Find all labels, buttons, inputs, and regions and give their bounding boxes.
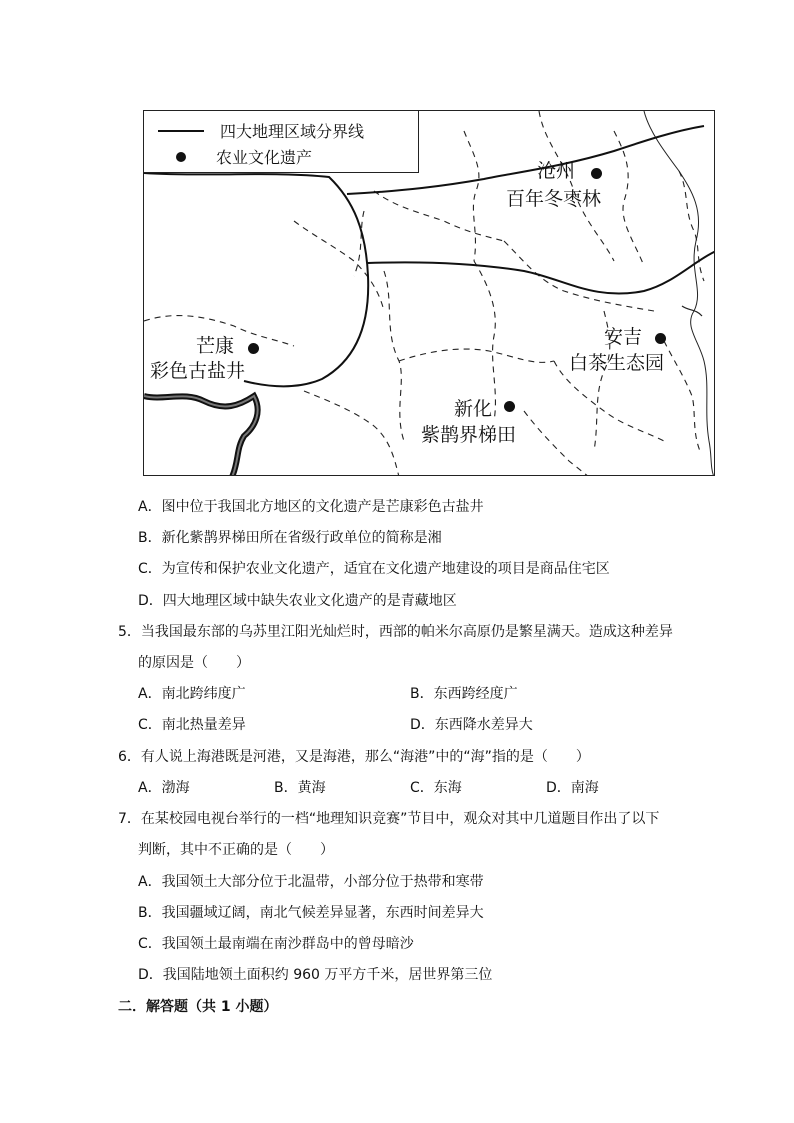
q5-stem-line1: 5．当我国最东部的乌苏里江阳光灿烂时，西部的帕米尔高原仍是繁星满天。造成这种差异 xyxy=(118,624,673,640)
site-cangzhou-name: 沧州 xyxy=(537,160,576,182)
q7-stem-line2: 判断，其中不正确的是（ ） xyxy=(138,842,334,858)
q7-option-b: B．我国疆域辽阔，南北气候差异显著，东西时间差异大 xyxy=(138,905,484,921)
southwest-border xyxy=(144,396,258,476)
site-xinhua-name: 新化 xyxy=(454,398,493,420)
legend-heritage-label: 农业文化遗产 xyxy=(216,148,313,167)
q7-option-d: D．我国陆地领土面积约 960 万平方千米，居世界第三位 xyxy=(138,967,493,983)
boundary-line-symbol xyxy=(158,130,204,132)
q5-option-d: D．东西降水差异大 xyxy=(410,717,533,733)
site-mangkang-dot xyxy=(248,343,259,354)
q6-stem: 6．有人说上海港既是河港，又是海港，那么“海港”中的“海”指的是（ ） xyxy=(118,749,590,765)
q7-stem-line1: 7．在某校园电视台举行的一档“地理知识竞赛”节目中，观众对其中几道题目作出了以下 xyxy=(118,811,660,827)
q7-option-c: C．我国领土最南端在南沙群岛中的曾母暗沙 xyxy=(138,936,414,952)
site-anji-desc: 白茶生态园 xyxy=(569,352,665,374)
q5-option-a: A．南北跨纬度广 xyxy=(138,686,246,702)
site-xinhua-desc: 紫鹊界梯田 xyxy=(421,424,517,446)
site-mangkang-desc: 彩色古盐井 xyxy=(150,360,246,382)
q6-option-a: A．渤海 xyxy=(138,780,190,796)
q5-stem-line2: 的原因是（ ） xyxy=(138,655,250,671)
site-cangzhou-dot xyxy=(591,168,602,179)
site-anji-dot xyxy=(655,333,666,344)
section-2-heading: 二．解答题（共 1 小题） xyxy=(118,999,278,1015)
legend-heritage xyxy=(158,145,312,168)
q4-option-b: B．新化紫鹊界梯田所在省级行政单位的简称是湘 xyxy=(138,530,442,546)
q5-option-b: B．东西跨经度广 xyxy=(410,686,518,702)
site-anji-name: 安吉 xyxy=(604,326,643,348)
q6-option-c: C．东海 xyxy=(410,780,462,796)
heritage-dot-symbol xyxy=(176,152,186,162)
heritage-map xyxy=(143,110,715,476)
q7-option-a: A．我国领土大部分位于北温带，小部分位于热带和寒带 xyxy=(138,874,484,890)
coastline xyxy=(644,111,714,476)
site-xinhua-dot xyxy=(504,401,515,412)
map-legend xyxy=(144,111,419,173)
q4-option-c: C．为宣传和保护农业文化遗产，适宜在文化遗产地建设的项目是商品住宅区 xyxy=(138,561,610,577)
q6-option-d: D．南海 xyxy=(546,780,599,796)
q4-option-a: A．图中位于我国北方地区的文化遗产是芒康彩色古盐井 xyxy=(138,499,484,515)
legend-boundary xyxy=(158,119,364,142)
q4-option-d: D．四大地理区域中缺失农业文化遗产的是青藏地区 xyxy=(138,593,457,609)
site-cangzhou-desc: 百年冬枣林 xyxy=(506,188,602,210)
site-mangkang-name: 芒康 xyxy=(196,335,235,357)
q6-option-b: B．黄海 xyxy=(274,780,326,796)
legend-boundary-label: 四大地理区域分界线 xyxy=(220,122,365,141)
q5-option-c: C．南北热量差异 xyxy=(138,717,246,733)
